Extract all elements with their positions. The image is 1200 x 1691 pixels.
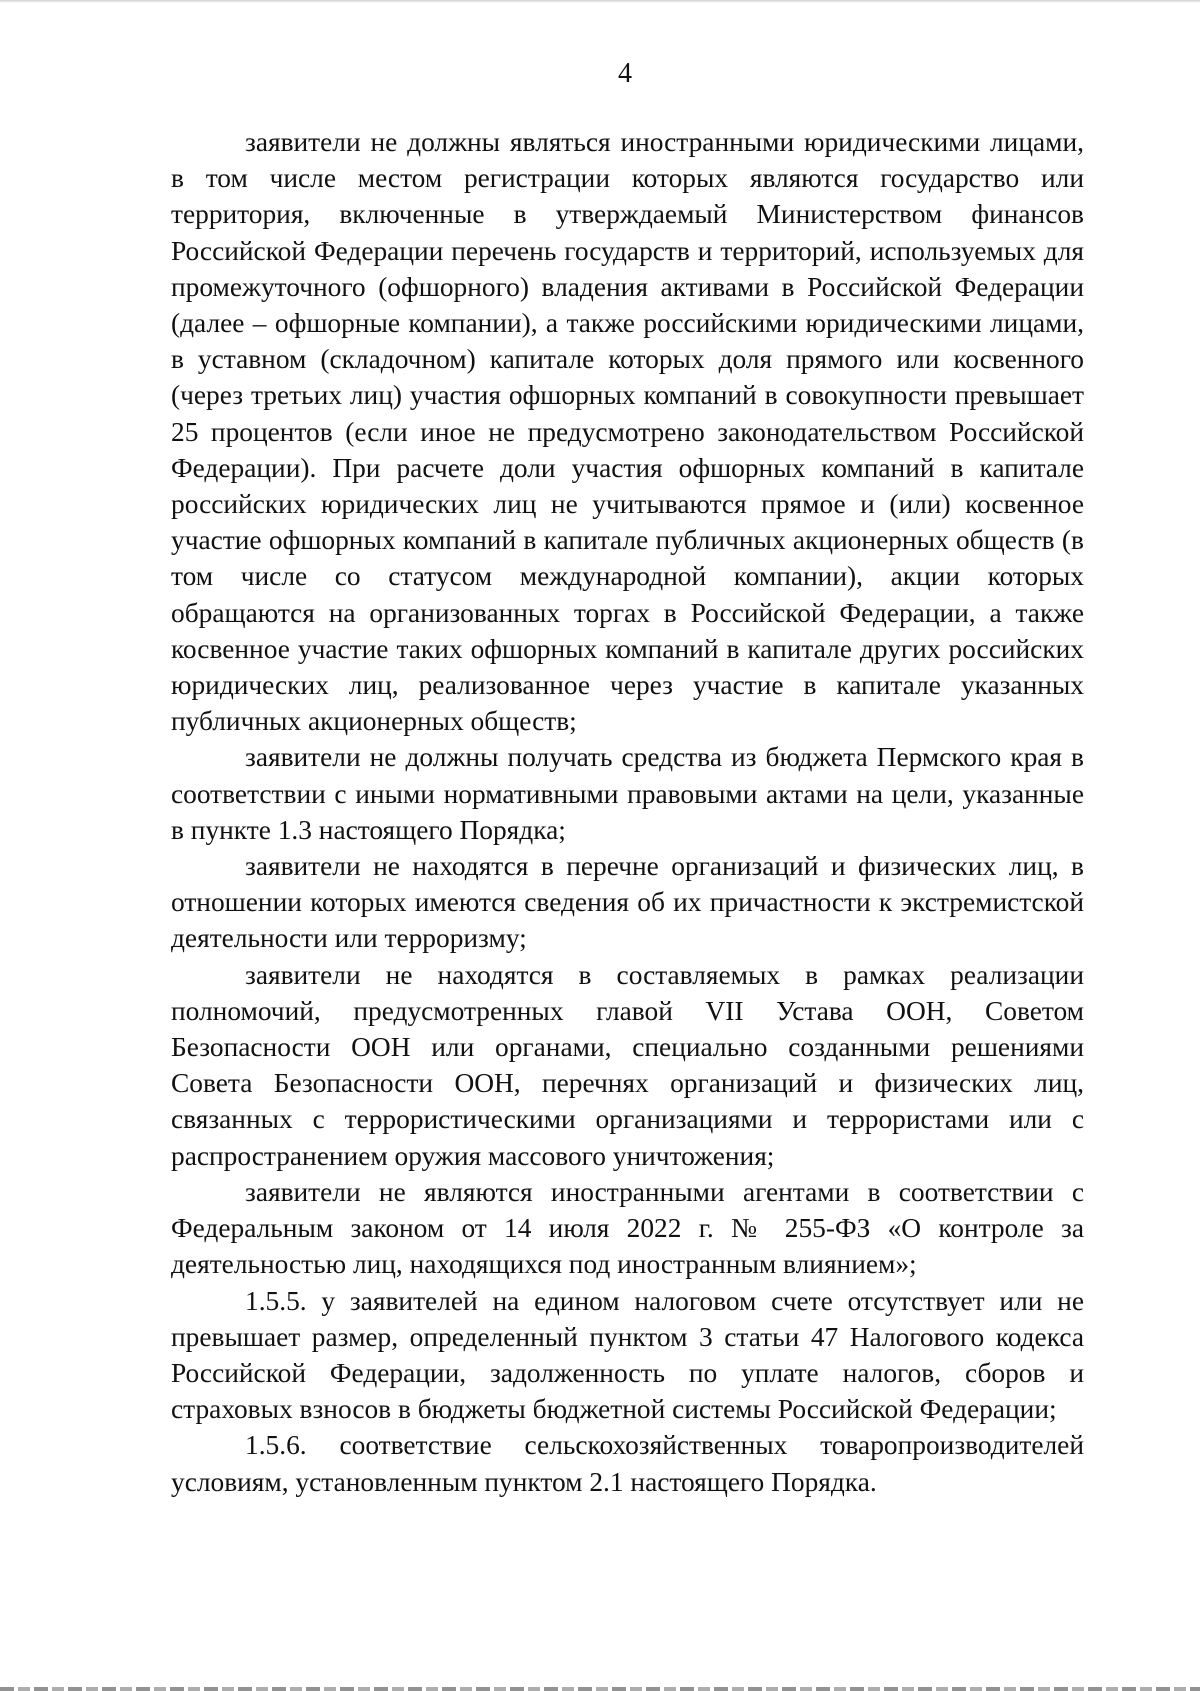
paragraph-un-lists: заявители не находятся в составляемых в рамках реализации полномочий, предусмотренных главой VII Устава ООН, Советом Безопасности ООН или органами, специально созданными решениями Совета Безопасности ООН, перечнях организаций и физических лиц, связанных с террористическими организациями и террористами или с распространением оружия массового уничтожения; [171,959,1084,1171]
paragraph-producers-conditions: 1.5.6. соответствие сельскохозяйственных товаропроизводителей условиям, установленным пунктом 2.1 настоящего Порядка. [171,1430,1084,1497]
page-number: 4 [618,58,632,89]
paragraph-budget-funds: заявители не должны получать средства из бюджета Пермского края в соответствии с иными нормативными правовыми актами на цели, указанные в пункте 1.3 настоящего Порядка; [171,742,1084,845]
paragraph-tax-debt: 1.5.5. у заявителей на едином налоговом счете отсутствует или не превышает размер, определенный пунктом 3 статьи 47 Налогового кодекса Российской Федерации, задолженность по уплате налогов, сборов и страховых взносов в бюджеты бюджетной системы Российской Федерации; [171,1285,1084,1425]
paragraph-extremism-list: заявители не находятся в перечне организаций и физических лиц, в отношении которых имеются сведения об их причастности к экстремистской деятельности или терроризму; [171,851,1084,954]
document-body [171,124,1084,1500]
paragraph-foreign-agents: заявители не являются иностранными агентами в соответствии с Федеральным законом от 14 июля 2022 г. № 255-ФЗ «О контроле за деятельностью лиц, находящихся под иностранным влиянием»; [171,1176,1084,1280]
scan-edge-top [0,0,1200,3]
paragraph-offshore-companies: заявители не должны являться иностранными юридическими лицами, в том числе местом регистрации которых являются государство или территория, включенные в утверждаемый Министерством финансов Российской Федерации перечень государств и территорий, используемых для промежуточного (офшорного) владения активами в Российской Федерации (далее – офшорные компании), а также российскими юридическими лицами, в уставном (складочном) капитале которых доля прямого или косвенного (через третьих лиц) участия офшорных компаний в совокупности превышает 25 процентов (если иное не предусмотрено законодательством Российской Федерации). При расчете доли участия офшорных компаний в капитале российских юридических лиц не учитываются прямое и (или) косвенное участие офшорных компаний в капитале публичных акционерных обществ (в том числе со статусом международной компании), акции которых обращаются на организованных торгах в Российской Федерации, а также косвенное участие таких офшорных компаний в капитале других российских юридических лиц, реализованное через участие в капитале указанных публичных акционерных обществ; [171,127,1084,737]
scan-edge-bottom [0,1687,1200,1691]
